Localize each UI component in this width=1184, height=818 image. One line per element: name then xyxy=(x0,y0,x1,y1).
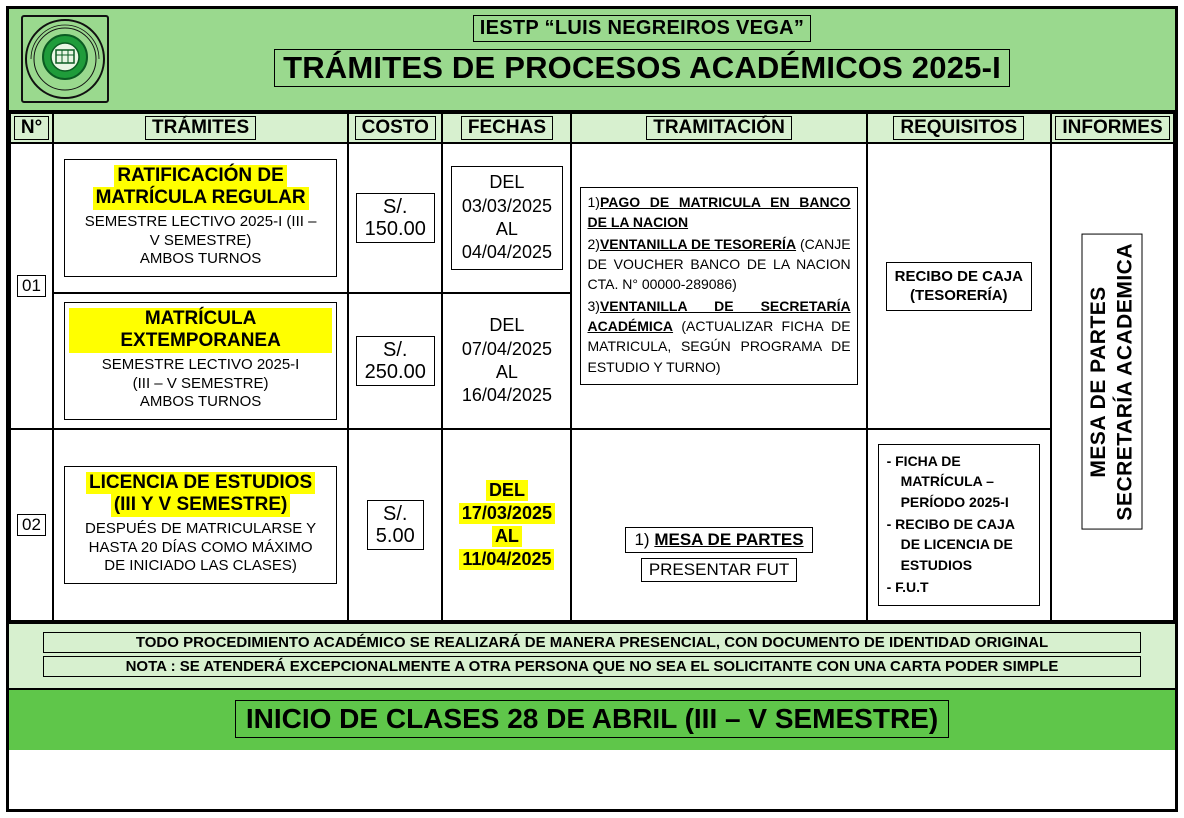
tramitacion-item-num: 2) xyxy=(587,235,600,252)
table-row xyxy=(10,143,1174,293)
poster-title-text: TRÁMITES DE PROCESOS ACADÉMICOS 2025-I xyxy=(274,49,1010,87)
fecha-al-label: AL xyxy=(492,526,522,547)
table-row xyxy=(10,429,1174,621)
notes-section xyxy=(9,622,1175,688)
costo-extemporanea-cell xyxy=(348,293,442,429)
col-header-requisitos: REQUISITOS xyxy=(867,113,1051,143)
requisito-item: - F.U.T xyxy=(886,578,929,595)
fechas-extemporanea-cell xyxy=(442,293,571,429)
requisitos-row-01-box xyxy=(886,262,1032,311)
fecha-fin: 16/04/2025 xyxy=(461,385,552,406)
tramitacion-item-num: 3) xyxy=(587,297,600,314)
tramite-title-line1: LICENCIA DE ESTUDIOS xyxy=(86,472,315,494)
tramitacion-item-strong: PAGO DE MATRICULA EN BANCO DE LA NACION xyxy=(587,194,851,231)
fecha-al-label: AL xyxy=(495,219,518,239)
tramitacion-item-strong: MESA DE PARTES xyxy=(654,529,804,549)
tramite-title-line1: MATRÍCULA EXTEMPORANEA xyxy=(69,308,332,353)
tramitacion-item-num: 1) xyxy=(634,529,650,549)
tramite-ratificacion-cell xyxy=(53,143,348,293)
fechas-licencia-cell xyxy=(442,429,571,621)
fechas-extemporanea-box xyxy=(462,315,552,405)
tramite-sub-line2: HASTA 20 DÍAS COMO MÁXIMO xyxy=(88,538,313,556)
note-line-2: NOTA : SE ATENDERÁ EXCEPCIONALMENTE A OTRA PERSONA QUE NO SEA EL SOLICITANTE CON UNA CARTA PODER SIMPLE xyxy=(43,656,1141,677)
requisitos-line1: RECIBO DE CAJA xyxy=(894,267,1023,285)
tramite-licencia-box xyxy=(64,466,337,584)
col-header-n: N° xyxy=(10,113,53,143)
tramitacion-item-strong: VENTANILLA DE SECRETARÍA ACADÉMICA xyxy=(587,297,851,334)
fechas-ratificacion-box xyxy=(451,166,563,270)
tramitacion-row-01-list xyxy=(580,187,857,385)
tramitacion-item-rest: (ACTUALIZAR FICHA DE MATRICULA, SEGÚN PROGRAMA DE ESTUDIO Y TURNO) xyxy=(587,317,851,375)
costo-currency: S/. xyxy=(383,195,408,218)
costo-currency: S/. xyxy=(383,338,408,361)
tramitacion-item xyxy=(587,192,850,233)
costo-amount: 150.00 xyxy=(364,218,426,240)
col-header-tramites: TRÁMITES xyxy=(53,113,348,143)
tramite-sub-line1: DESPUÉS DE MATRICULARSE Y xyxy=(84,519,317,537)
row-number-01: 01 xyxy=(10,143,53,429)
col-header-fechas: FECHAS xyxy=(442,113,571,143)
tramite-sub-line2: V SEMESTRE) xyxy=(149,231,252,249)
tramite-sub-line2: (III – V SEMESTRE) xyxy=(132,374,269,392)
procedures-table xyxy=(9,112,1175,622)
costo-amount: 5.00 xyxy=(375,525,415,548)
fecha-del-label: DEL xyxy=(489,315,525,336)
header-titles xyxy=(119,15,1165,87)
fecha-al-label: AL xyxy=(495,362,518,383)
fechas-licencia-box xyxy=(459,480,555,569)
tramitacion-row-02-cell xyxy=(571,429,866,621)
informes-cell xyxy=(1051,143,1174,621)
costo-amount: 250.00 xyxy=(364,361,426,384)
institution-name: IESTP “LUIS NEGREIROS VEGA” xyxy=(473,15,811,42)
poster-title xyxy=(119,49,1165,87)
note-line-1: TODO PROCEDIMIENTO ACADÉMICO SE REALIZARÁ DE MANERA PRESENCIAL, CON DOCUMENTO DE IDENTIDAD ORIGINAL xyxy=(43,632,1141,653)
tramitacion-item-rest: (CANJE DE VOUCHER BANCO DE LA NACION CTA. N° 00000-289086) xyxy=(587,235,851,293)
tramitacion-row-02-box xyxy=(625,527,812,553)
fecha-fin: 11/04/2025 xyxy=(459,549,554,570)
fechas-ratificacion-cell xyxy=(442,143,571,293)
col-header-tramitacion: TRAMITACIÓN xyxy=(571,113,866,143)
informes-line2: SECRETARÍA ACADEMICA xyxy=(1113,243,1137,521)
costo-currency: S/. xyxy=(383,502,408,525)
tramitacion-row-02-extra: PRESENTAR FUT xyxy=(641,558,797,582)
table-header-row xyxy=(10,113,1174,143)
tramite-title-line2: (III Y V SEMESTRE) xyxy=(111,494,291,516)
tramite-title-line1: RATIFICACIÓN DE xyxy=(114,165,286,187)
fecha-fin: 04/04/2025 xyxy=(461,242,552,263)
tramitacion-item xyxy=(587,234,850,295)
fecha-del-label: DEL xyxy=(486,480,528,501)
poster-frame xyxy=(6,6,1178,812)
tramite-sub-line1: SEMESTRE LECTIVO 2025-I (III – xyxy=(84,212,317,230)
fecha-del-label: DEL xyxy=(489,172,525,193)
requisitos-line2: (TESORERÍA) xyxy=(910,287,1008,305)
fecha-inicio: 03/03/2025 xyxy=(461,195,552,216)
requisito-item: - FICHA DE MATRÍCULA – PERÍODO 2025-I xyxy=(886,453,1009,510)
tramitacion-row-01-cell xyxy=(571,143,866,429)
tramitacion-item-num: 1) xyxy=(587,194,600,211)
tramitacion-item-strong: VENTANILLA DE TESORERÍA xyxy=(599,235,797,252)
poster-header xyxy=(9,9,1175,112)
requisito-item: - RECIBO DE CAJA DE LICENCIA DE ESTUDIOS xyxy=(886,515,1015,573)
institution-logo-icon xyxy=(21,15,109,103)
costo-ratificacion-box xyxy=(356,193,435,244)
requisitos-row-02-list xyxy=(878,444,1040,606)
fecha-inicio: 17/03/2025 xyxy=(459,503,555,524)
tramite-title-line2: MATRÍCULA REGULAR xyxy=(93,187,309,209)
informes-text xyxy=(1082,234,1143,530)
costo-ratificacion-cell xyxy=(348,143,442,293)
costo-extemporanea-box xyxy=(356,336,435,387)
tramite-extemporanea-box xyxy=(64,302,337,420)
requisitos-row-01-cell xyxy=(867,143,1051,429)
tramite-sub-line3: DE INICIADO LAS CLASES) xyxy=(104,557,297,575)
footer-text: INICIO DE CLASES 28 DE ABRIL (III – V SEMESTRE) xyxy=(235,700,949,738)
col-header-costo: COSTO xyxy=(348,113,442,143)
col-header-informes: INFORMES xyxy=(1051,113,1174,143)
informes-line1: MESA DE PARTES xyxy=(1087,286,1111,478)
tramitacion-item xyxy=(587,296,850,377)
fecha-inicio: 07/04/2025 xyxy=(461,338,552,359)
requisitos-row-02-cell xyxy=(867,429,1051,621)
footer-banner xyxy=(9,688,1175,750)
costo-licencia-box xyxy=(367,500,424,551)
tramite-sub-line1: SEMESTRE LECTIVO 2025-I xyxy=(101,355,300,373)
row-number-02: 02 xyxy=(10,429,53,621)
costo-licencia-cell xyxy=(348,429,442,621)
tramite-sub-line3: AMBOS TURNOS xyxy=(139,393,262,411)
tramite-ratificacion-box xyxy=(64,159,337,277)
tramite-licencia-cell xyxy=(53,429,348,621)
tramite-extemporanea-cell xyxy=(53,293,348,429)
tramite-sub-line3: AMBOS TURNOS xyxy=(139,250,262,268)
